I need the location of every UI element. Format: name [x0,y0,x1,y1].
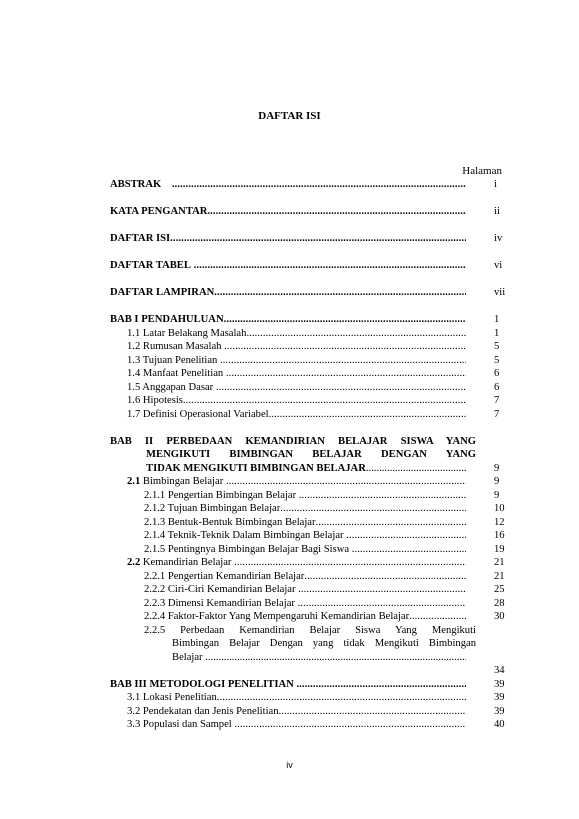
toc-entry-3-2 [0,705,579,719]
entry-2-2-5-line2: Bimbingan Belajar Dengan yang tidak Mengikuti Bimbingan [172,638,476,649]
toc-entry-1-6 [0,394,579,408]
toc-label: 1.7 Definisi Operasional Variabel [127,408,269,420]
section-number: 2.2 [127,557,141,568]
toc-page-number: 9 [494,489,500,501]
toc-label: ABSTRAK [110,179,162,190]
toc-entry-2-1 [0,475,579,489]
footer-page-number: iv [286,760,293,770]
toc-page-number: 1 [494,314,500,325]
toc-page-number: 7 [494,395,500,406]
bab2-heading-line3 [110,462,466,476]
bab2-heading-line2: MENGIKUTI BIMBINGAN BELAJAR DENGAN YANG [146,449,476,460]
toc-page-number: 6 [494,381,500,393]
toc-entry-bab1 [0,313,579,327]
toc-entry-2-1-3 [0,516,579,530]
toc-page-number: 25 [494,584,505,595]
toc-label: DAFTAR ISI [110,233,171,244]
toc-page-number: 39 [494,678,505,690]
toc-page-number: 39 [494,692,505,703]
toc-page-number: 9 [494,462,500,474]
toc-entry-kata-pengantar [0,205,579,219]
toc-page-number: vii [494,287,506,298]
toc-entry-2-1-1 [0,489,579,503]
toc-page-number: iv [494,233,503,244]
toc-label: 1.5 Anggapan Dasar [127,381,214,393]
toc-page-number: 34 [494,664,505,676]
toc-page-number: 6 [494,368,500,379]
toc-entry-2-2 [0,556,579,570]
halaman-label: Halaman [462,165,502,177]
toc-entry-2-2-1 [0,570,579,584]
toc-label: 2.1.4 Teknik-Teknik Dalam Bimbingan Belajar [144,530,344,541]
toc-label: DAFTAR LAMPIRAN [110,287,215,298]
toc-label: 1.2 Rumusan Masalah [127,341,222,352]
toc-label: 2.1.3 Bentuk-Bentuk Bimbingan Belajar [144,516,316,528]
toc-page-number: 28 [494,597,505,609]
toc-entry-2-1-2 [0,502,579,516]
toc-label: Kemandirian Belajar [142,557,232,568]
toc-page-number: 39 [494,705,505,717]
toc-label: TIDAK MENGIKUTI BIMBINGAN BELAJAR [146,462,366,474]
toc-label: BAB III METODOLOGI PENELITIAN [110,678,294,690]
toc-entry-1-5 [0,381,579,395]
toc-label: BAB I PENDAHULUAN [110,314,224,325]
toc-label: 3.1 Lokasi Penelitian [127,692,217,703]
toc-label: Belajar [172,651,203,663]
toc-entry-2-2-2 [0,583,579,597]
toc-label: 2.2.1 Pengertian Kemandirian Belajar [144,570,305,582]
toc-page-number: 1 [494,327,500,339]
toc-label: DAFTAR TABEL [110,260,191,271]
page-title: DAFTAR ISI [258,110,321,122]
toc-page-number: vi [494,260,503,271]
toc-entry-bab2 [0,435,579,476]
toc-label: 1.3 Tujuan Penelitian [127,354,218,366]
toc-page-number: 19 [494,543,505,555]
toc-label: KATA PENGANTAR [110,206,208,217]
toc-entry-3-3 [0,718,579,732]
toc-label: 3.3 Populasi dan Sampel [127,719,232,730]
toc-entry-daftar-lampiran [0,286,579,300]
toc-page-number: 40 [494,719,505,730]
toc-label: 2.2.4 Faktor-Faktor Yang Mempengaruhi Kemandirian Belajar [144,611,410,622]
bab2-heading-line1: BAB II PERBEDAAN KEMANDIRIAN BELAJAR SISWA YANG [110,435,476,447]
toc-page-number: 5 [494,341,500,352]
toc-page-number: 7 [494,408,500,420]
toc-label: 1.1 Latar Belakang Masalah [127,327,247,339]
toc-entry-daftar-tabel [0,259,579,273]
toc-label: 2.1.5 Pentingnya Bimbingan Belajar Bagi Siswa [144,543,350,555]
toc-page-number: ii [494,206,500,217]
toc-page-number: 21 [494,557,505,568]
toc-page-number: 30 [494,611,505,622]
toc-label: 1.4 Manfaat Penelitian [127,368,224,379]
toc-entry-abstrak [0,178,579,192]
toc-label: 2.2.3 Dimensi Kemandirian Belajar [144,597,295,609]
toc-page-number: i [494,179,497,190]
toc-entry-3-1 [0,691,579,705]
toc-entry-1-4 [0,367,579,381]
toc-entry-1-1 [0,327,579,341]
toc-label: 2.1.1 Pengertian Bimbingan Belajar [144,489,297,501]
toc-page-number: 9 [494,476,500,487]
toc-entry-1-2 [0,340,579,354]
toc-label: Bimbingan Belajar [142,476,224,487]
toc-entry-2-2-5 [0,624,579,676]
toc-entry-1-3 [0,354,579,368]
toc-page-number: 10 [494,503,505,514]
toc-label: 1.6 Hipotesis [127,395,183,406]
toc-page-number: 5 [494,354,500,366]
toc-label: 2.1.2 Tujuan Bimbingan Belajar [144,503,281,514]
toc-entry-2-2-3 [0,597,579,611]
toc-page-number: 21 [494,570,505,582]
toc-entry-1-7 [0,408,579,422]
entry-2-2-5-line3 [144,651,466,665]
table-of-contents [0,178,579,732]
toc-entry-daftar-isi [0,232,579,246]
toc-entry-2-1-5 [0,543,579,557]
toc-entry-bab3 [0,678,579,692]
toc-page-number: 12 [494,516,505,528]
section-number: 2.1 [127,476,141,487]
toc-entry-2-2-4 [0,610,579,624]
entry-2-2-5-line1: 2.2.5 Perbedaan Kemandirian Belajar Siswa Yang Mengikuti [144,624,476,636]
toc-label: 3.2 Pendekatan dan Jenis Penelitian [127,705,279,717]
toc-label: 2.2.2 Ciri-Ciri Kemandirian Belajar [144,584,296,595]
toc-page-number: 16 [494,530,505,541]
toc-entry-2-1-4 [0,529,579,543]
